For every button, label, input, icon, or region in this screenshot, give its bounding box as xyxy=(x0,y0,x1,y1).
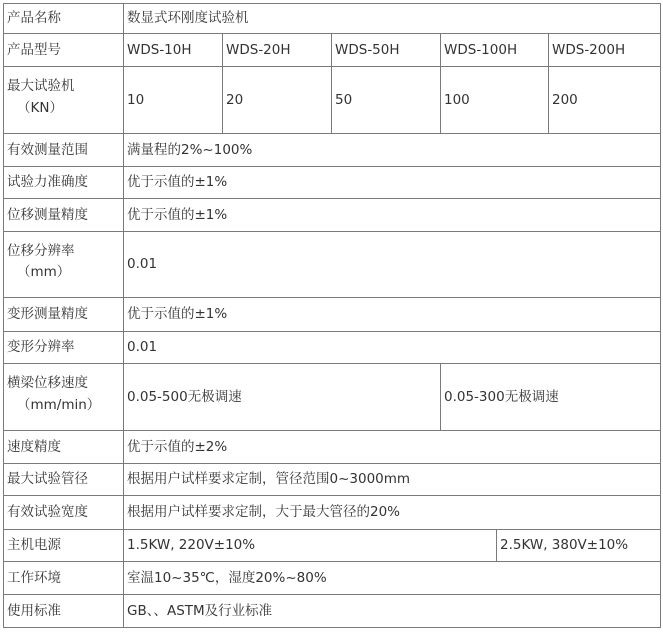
row-disp-resolution xyxy=(4,232,661,298)
row-power xyxy=(4,530,661,562)
label-max-force-unit: （KN） xyxy=(17,99,63,116)
label-disp-resolution-unit: （mm） xyxy=(17,264,71,281)
label-deform-resolution: 变形分辨率 xyxy=(4,332,124,364)
row-standard xyxy=(4,595,661,628)
label-test-width: 有效试验宽度 xyxy=(4,496,124,530)
label-beam-speed xyxy=(4,364,124,431)
value-environment: 室温10~35℃，湿度20%~80% xyxy=(124,562,661,595)
row-max-pipe-dia xyxy=(4,464,661,496)
label-power: 主机电源 xyxy=(4,530,124,562)
value-max-pipe-dia: 根据用户试样要求定制，管径范围0~3000mm xyxy=(124,464,661,496)
value-measure-range: 满量程的2%~100% xyxy=(124,134,661,167)
value-beam-speed-b: 0.05-300无极调速 xyxy=(441,364,661,431)
value-test-width: 根据用户试样要求定制，大于最大管径的20% xyxy=(124,496,661,530)
row-measure-range xyxy=(4,134,661,167)
label-environment: 工作环境 xyxy=(4,562,124,595)
model-cell: WDS-50H xyxy=(332,34,441,67)
label-deform-accuracy: 变形测量精度 xyxy=(4,298,124,332)
label-max-pipe-dia: 最大试验管径 xyxy=(4,464,124,496)
label-standard: 使用标准 xyxy=(4,595,124,628)
force-cell: 50 xyxy=(332,67,441,134)
label-max-force-line1: 最大试验机 xyxy=(7,78,75,95)
value-product-name: 数显式环刚度试验机 xyxy=(124,4,661,34)
row-test-width xyxy=(4,496,661,530)
spec-table xyxy=(3,3,661,628)
value-disp-accuracy: 优于示值的±1% xyxy=(124,199,661,232)
model-cell: WDS-200H xyxy=(549,34,661,67)
value-deform-accuracy: 优于示值的±1% xyxy=(124,298,661,332)
value-power-b: 2.5KW, 380V±10% xyxy=(497,530,661,562)
row-force-accuracy xyxy=(4,167,661,199)
force-cell: 20 xyxy=(223,67,332,134)
row-disp-accuracy xyxy=(4,199,661,232)
model-cell: WDS-10H xyxy=(124,34,223,67)
label-disp-resolution-line1: 位移分辨率 xyxy=(7,242,75,259)
model-cell: WDS-100H xyxy=(441,34,549,67)
row-environment xyxy=(4,562,661,595)
value-standard: GB、、ASTM及行业标准 xyxy=(124,595,661,628)
label-max-force xyxy=(4,67,124,134)
label-speed-accuracy: 速度精度 xyxy=(4,431,124,464)
value-speed-accuracy: 优于示值的±2% xyxy=(124,431,661,464)
value-power-a: 1.5KW, 220V±10% xyxy=(124,530,497,562)
label-disp-resolution xyxy=(4,232,124,298)
row-deform-accuracy xyxy=(4,298,661,332)
force-cell: 100 xyxy=(441,67,549,134)
row-speed-accuracy xyxy=(4,431,661,464)
label-force-accuracy: 试验力准确度 xyxy=(4,167,124,199)
force-cell: 10 xyxy=(124,67,223,134)
value-beam-speed-a: 0.05-500无极调速 xyxy=(124,364,441,431)
model-cell: WDS-20H xyxy=(223,34,332,67)
row-product-name xyxy=(4,4,661,34)
row-max-force xyxy=(4,67,661,134)
label-model: 产品型号 xyxy=(4,34,124,67)
force-cell: 200 xyxy=(549,67,661,134)
value-deform-resolution: 0.01 xyxy=(124,332,661,364)
label-beam-speed-line1: 横梁位移速度 xyxy=(7,375,88,392)
label-product-name: 产品名称 xyxy=(4,4,124,34)
row-beam-speed xyxy=(4,364,661,431)
row-deform-resolution xyxy=(4,332,661,364)
value-disp-resolution: 0.01 xyxy=(124,232,661,298)
value-force-accuracy: 优于示值的±1% xyxy=(124,167,661,199)
label-disp-accuracy: 位移测量精度 xyxy=(4,199,124,232)
label-measure-range: 有效测量范围 xyxy=(4,134,124,167)
label-beam-speed-unit: （mm/min） xyxy=(17,396,101,413)
row-model xyxy=(4,34,661,67)
